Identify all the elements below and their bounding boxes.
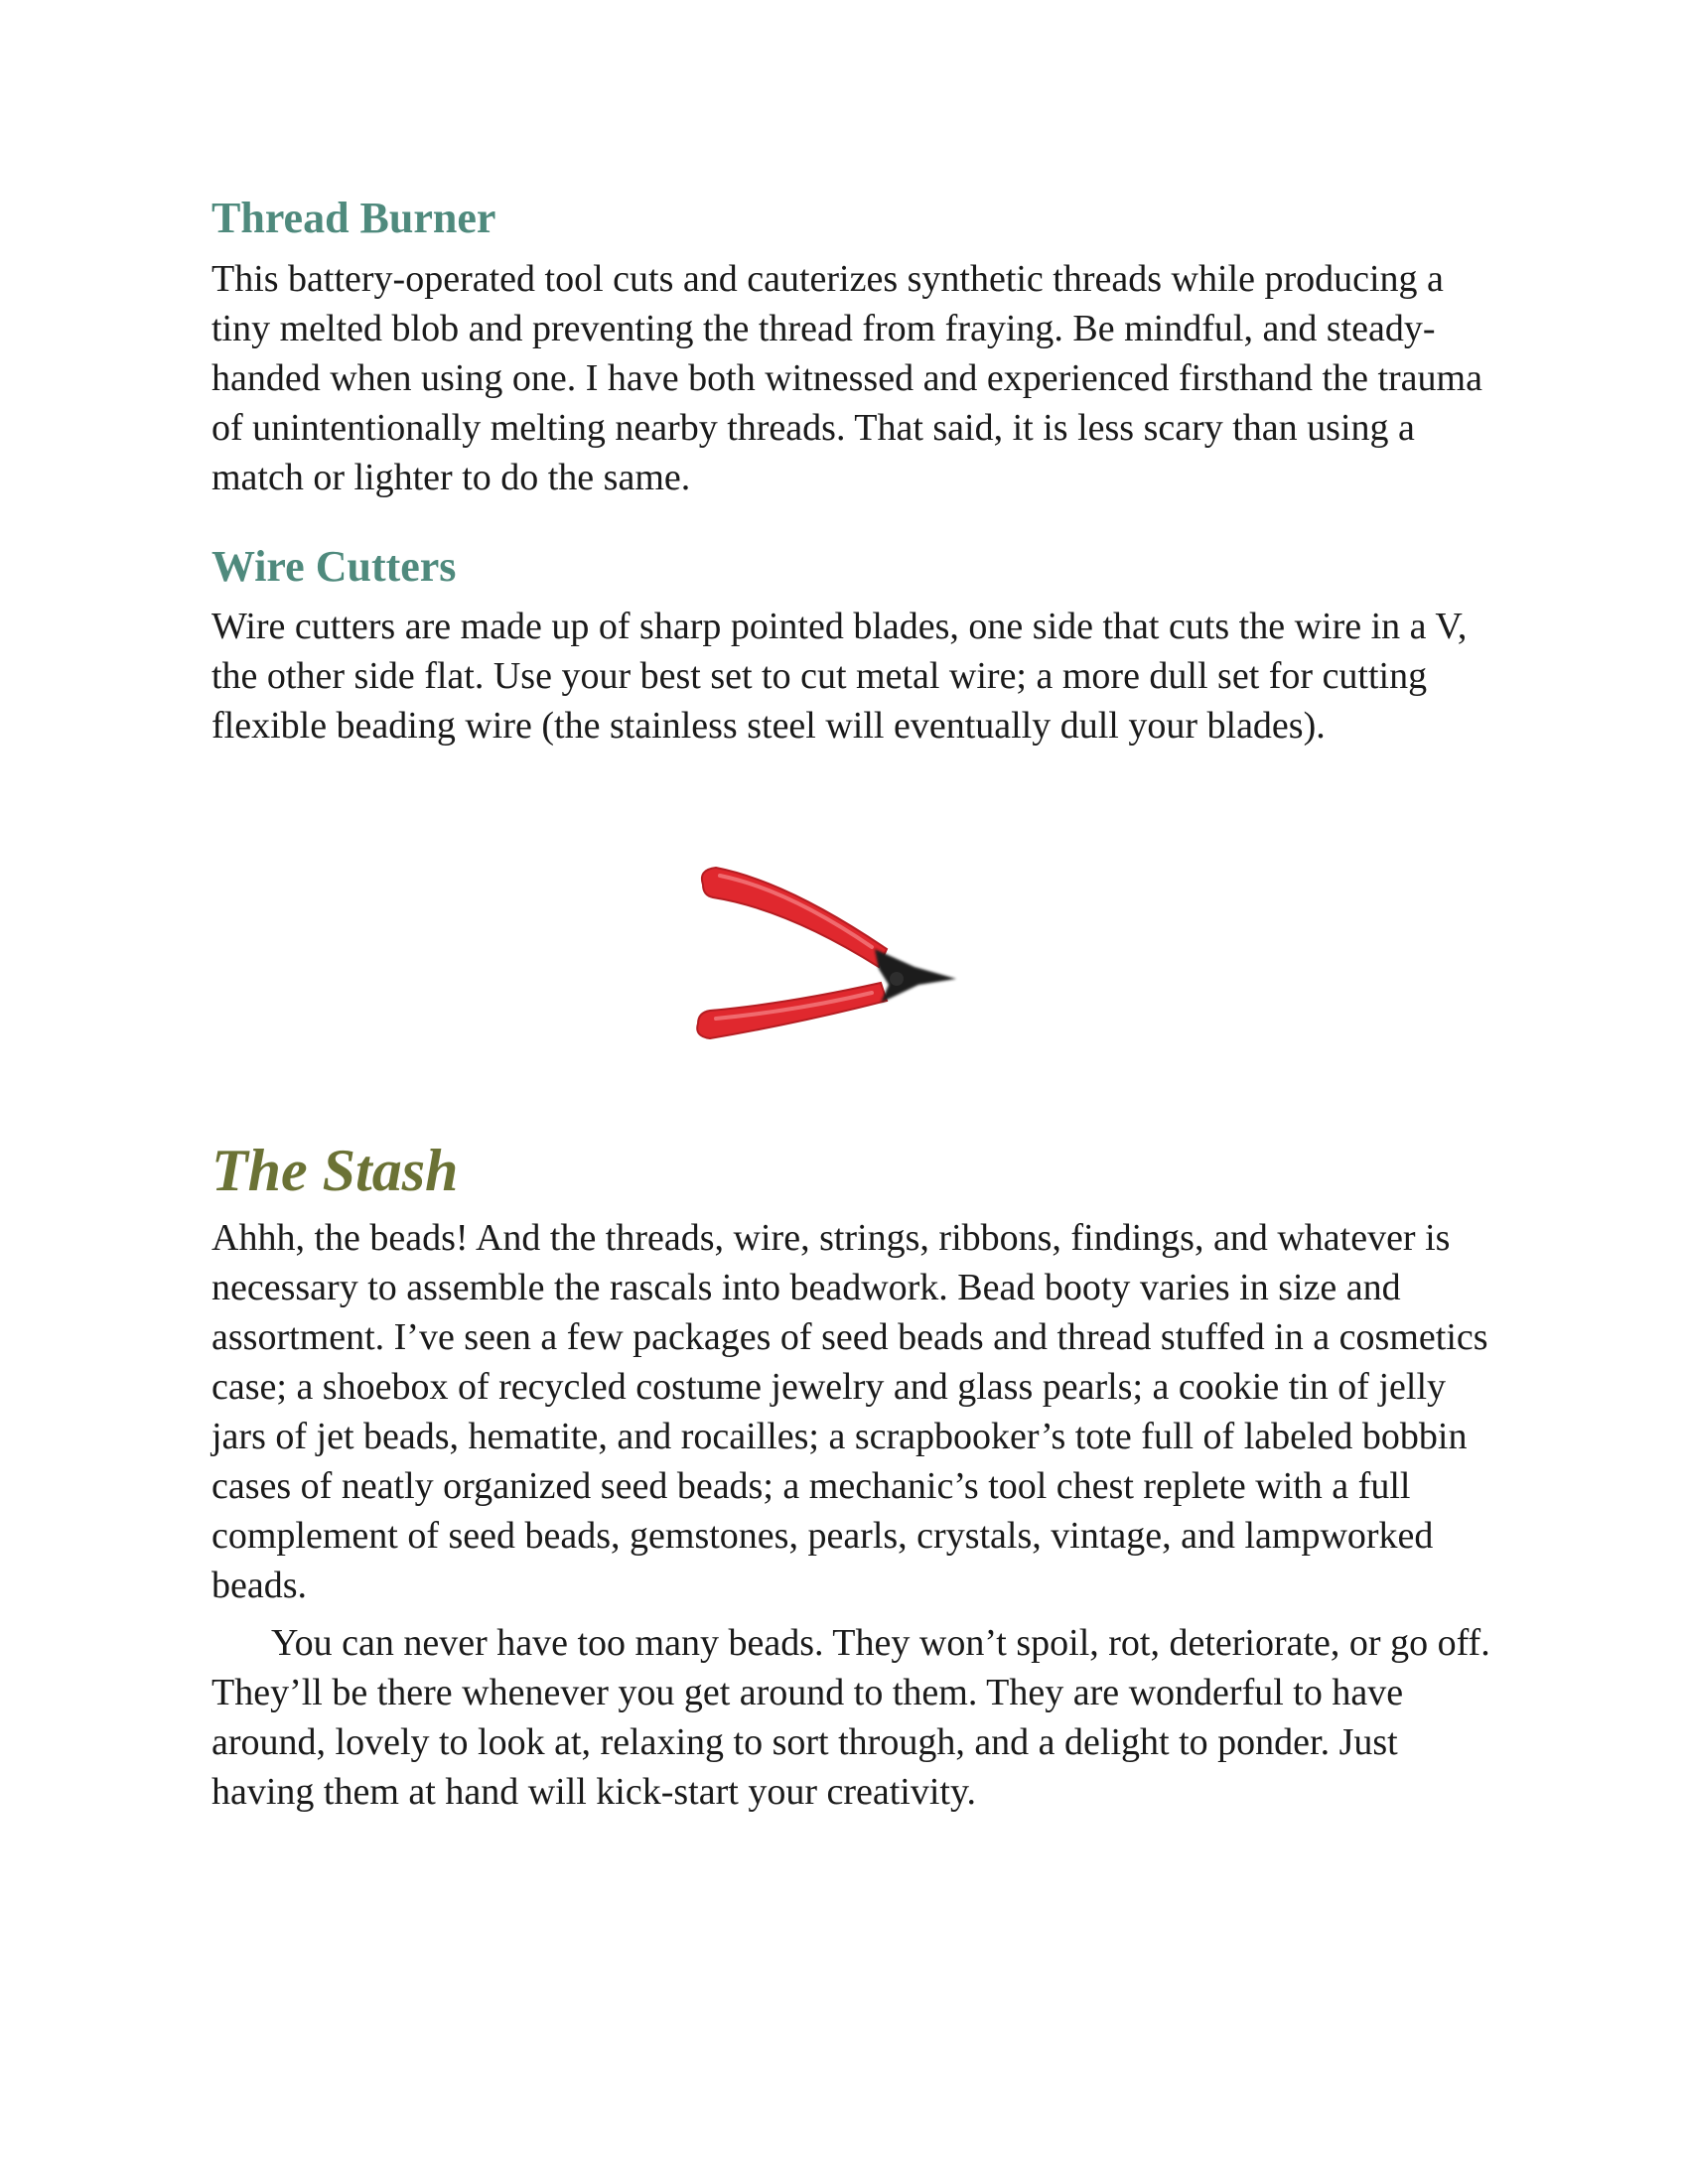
wire-cutters-heading: Wire Cutters [211,541,457,591]
thread-burner-section [211,194,1502,502]
thread-burner-body: This battery-operated tool cuts and cauterizes synthetic threads while producing a tiny melted blob and preventing the thread from fraying. Be mindful, and steady-handed when using one. I have both witnessed and experienced firsthand the trauma of unintentionally melting nearby threads. That said, it is less scary than using a match or lighter to do the same. [211,257,1482,498]
stash-paragraph-2: You can never have too many beads. They won’t spoil, rot, deteriorate, or go off. They’ll be there whenever you get around to them. They are wonderful to have around, lovely to look at, relaxing to sort through, and a delight to ponder. Just having them at hand will kick-start your creativity. [211,1622,1490,1814]
wire-cutters-icon [658,790,1055,1088]
thread-burner-heading: Thread Burner [211,194,496,242]
stash-heading: The Stash [211,1138,459,1204]
cutter-jaws [875,949,956,1003]
stash-section [211,1138,1502,1817]
upper-handle [702,868,887,967]
pivot-bolt [890,972,904,986]
stash-paragraph-1: Ahhh, the beads! And the threads, wire, strings, ribbons, findings, and whatever is necessary to assemble the rascals into beadwork. Bead booty varies in size and assortment. I’ve seen a few packages of seed beads and thread stuffed in a cosmetics case; a shoebox of recycled costume jewelry and glass pearls; a cookie tin of jelly jars of jet beads, hematite, and rocailles; a scrapbooker’s tote full of labeled bobbin cases of neatly organized seed beads; a mechanic’s tool chest replete with a full complement of seed beads, gemstones, pearls, crystals, vintage, and lampworked beads. [211,1217,1488,1607]
wire-cutters-section [211,542,1502,751]
wire-cutters-body: Wire cutters are made up of sharp pointed blades, one side that cuts the wire in a V, the other side flat. Use your best set to cut metal wire; a more dull set for cutting flexible beading wire (the stainless steel will eventually dull your blades). [211,606,1468,748]
wire-cutters-figure [211,790,1502,1088]
page-content [211,194,1502,1856]
